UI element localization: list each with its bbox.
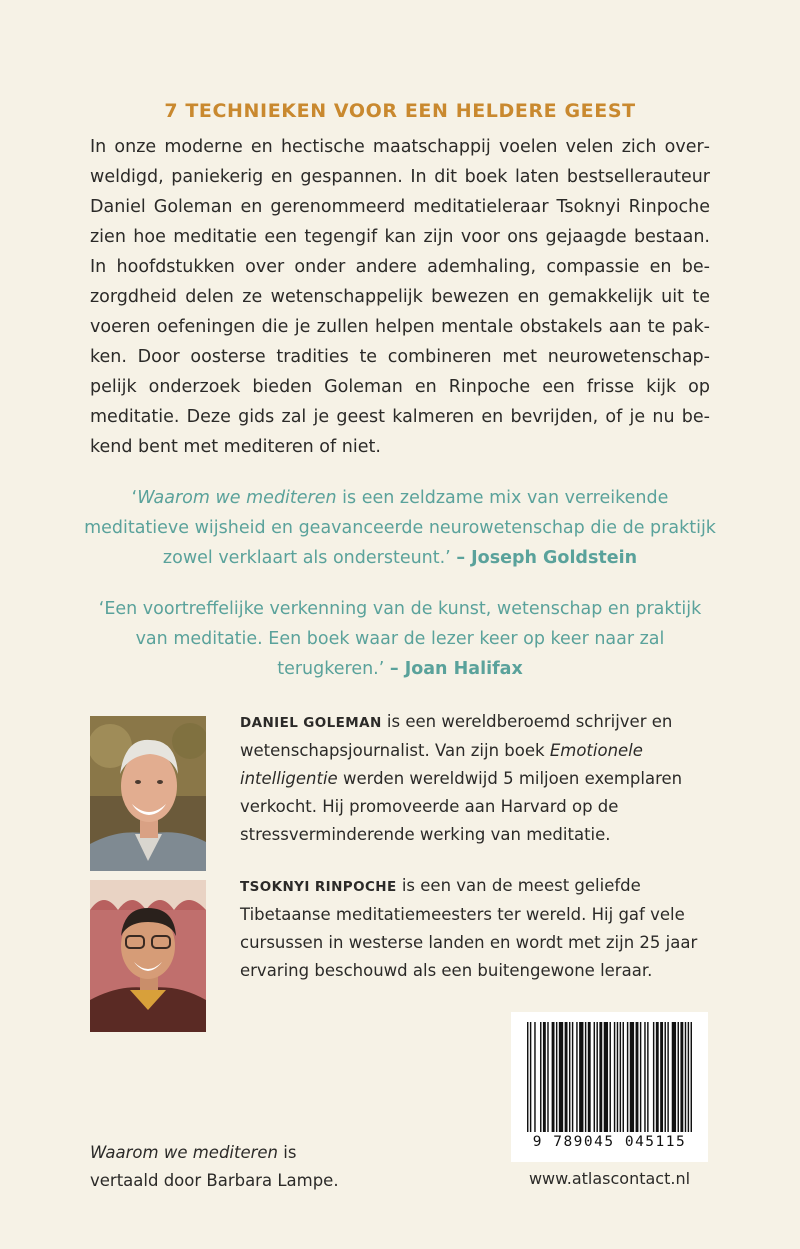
barcode-bar	[569, 1022, 570, 1132]
barcode-bar	[667, 1022, 668, 1132]
quote-attribution: – Joseph Goldstein	[456, 548, 638, 568]
barcode-bar	[572, 1022, 573, 1132]
barcode-bar	[565, 1022, 568, 1132]
translation-book-title: Waarom we mediteren	[90, 1143, 279, 1162]
barcode-bar	[647, 1022, 648, 1132]
barcode-bar	[599, 1022, 602, 1132]
barcode-bar	[620, 1022, 621, 1132]
barcode-bar	[596, 1022, 597, 1132]
quote-text: ‘Een voortreffelijke verkenning van de kunst, wetenschap en praktijk van meditatie. Een boek waar de lezer keer op keer naar zal terugkeren.’	[98, 599, 702, 679]
barcode-bar	[579, 1022, 583, 1132]
barcode-bar	[543, 1022, 546, 1132]
barcode-bar	[604, 1022, 608, 1132]
barcode-bar	[585, 1022, 586, 1132]
barcode-bar	[672, 1022, 676, 1132]
quote-book-title: Waarom we mediteren	[137, 488, 337, 508]
barcode-bar	[678, 1022, 679, 1132]
translation-line-1	[90, 1139, 339, 1167]
barcode-bar	[530, 1022, 531, 1132]
barcode-bar	[656, 1022, 659, 1132]
barcode-bar	[660, 1022, 663, 1132]
barcode-bar	[594, 1022, 595, 1132]
cover-heading: 7 TECHNIEKEN VOOR EEN HELDERE GEEST	[164, 100, 636, 122]
barcode-bar	[680, 1022, 683, 1132]
barcode-bar	[685, 1022, 686, 1132]
barcode-bar	[688, 1022, 689, 1132]
quote-text: is een zeldzame mix van verreikende meditatieve wijsheid en geavanceerde neurowetenschap die de praktijk zowel verklaart als ondersteunt.’	[84, 488, 716, 568]
barcode-bar	[576, 1022, 577, 1132]
bio-book-title: Emotionele intelligentie	[240, 741, 643, 788]
isbn-number: 9 789045 045115	[532, 1134, 687, 1150]
barcode-bars	[527, 1022, 692, 1132]
barcode-bar	[691, 1022, 692, 1132]
barcode-bar	[588, 1022, 591, 1132]
barcode-bar	[617, 1022, 618, 1132]
barcode-bar	[630, 1022, 634, 1132]
barcode-bar	[627, 1022, 628, 1132]
author-bio-rinpoche	[240, 872, 710, 985]
review-quote-halifax	[80, 594, 720, 684]
barcode-bar	[610, 1022, 611, 1132]
barcode-bar	[623, 1022, 624, 1132]
bio-text: is een wereldberoemd schrijver en wetenschapsjournalist. Van zijn boek	[240, 712, 673, 760]
review-quote-goldstein	[80, 483, 720, 573]
barcode-bar	[527, 1022, 528, 1132]
barcode-bar	[540, 1022, 541, 1132]
publisher-url[interactable]: www.atlascontact.nl	[528, 1169, 691, 1188]
barcode-bar	[547, 1022, 548, 1132]
book-description: In onze moderne en hectische maatschappij voelen velen zich overweldigd, paniekerig en gespannen. In dit boek laten bestsellerauteur Daniel Goleman en gerenommeerd meditatieleraar Tsoknyi Rinpoche zien hoe meditatie een tegengif kan zijn voor ons gejaagde bestaan. In hoofdstukken over onder andere ademhaling, compassie en bezorgdheid delen ze wetenschappelijk bewezen en gemakkelijk uit te voeren oefeningen die je zullen helpen mentale obstakels aan te pakken. Door oosterse tradities te combineren met neurowetenschappelijk onderzoek bieden Goleman en Rinpoche een frisse kijk op meditatie. Deze gids zal je geest kalmeren en bevrijden, of je nu bekend bent met mediteren of niet.	[90, 137, 710, 457]
barcode-bar	[559, 1022, 563, 1132]
author-photo-rinpoche	[90, 880, 206, 1032]
isbn-barcode	[511, 1012, 708, 1162]
barcode-bar	[552, 1022, 555, 1132]
barcode-bar	[665, 1022, 666, 1132]
bio-text: is een van de meest geliefde Tibetaanse meditatiemeesters ter wereld. Hij gaf vele cursussen in westerse landen en wordt met zijn 25 jaar ervaring beschouwd als een buitengewone leraar.	[240, 876, 698, 980]
barcode-bar	[556, 1022, 557, 1132]
bio-text-continued: werden wereldwijd 5 miljoen exemplaren verkocht. Hij promoveerde aan Harvard op de stressverminderende werking van meditatie.	[240, 769, 683, 844]
author-name: TSOKNYI RINPOCHE	[240, 879, 397, 895]
translation-is: is	[278, 1143, 297, 1162]
barcode-bar	[640, 1022, 641, 1132]
barcode-bar	[644, 1022, 645, 1132]
barcode-bar	[636, 1022, 639, 1132]
quote-open-mark: ‘	[131, 488, 138, 508]
translation-line-2: vertaald door Barbara Lampe.	[90, 1171, 339, 1190]
author-bio-goleman	[240, 708, 710, 849]
barcode-bar	[614, 1022, 615, 1132]
quote-attribution: – Joan Halifax	[389, 659, 523, 679]
barcode-bar	[653, 1022, 654, 1132]
author-photo-goleman	[90, 716, 206, 871]
translation-credit	[90, 1139, 339, 1195]
barcode-bar	[534, 1022, 535, 1132]
author-name: DANIEL GOLEMAN	[240, 715, 382, 731]
